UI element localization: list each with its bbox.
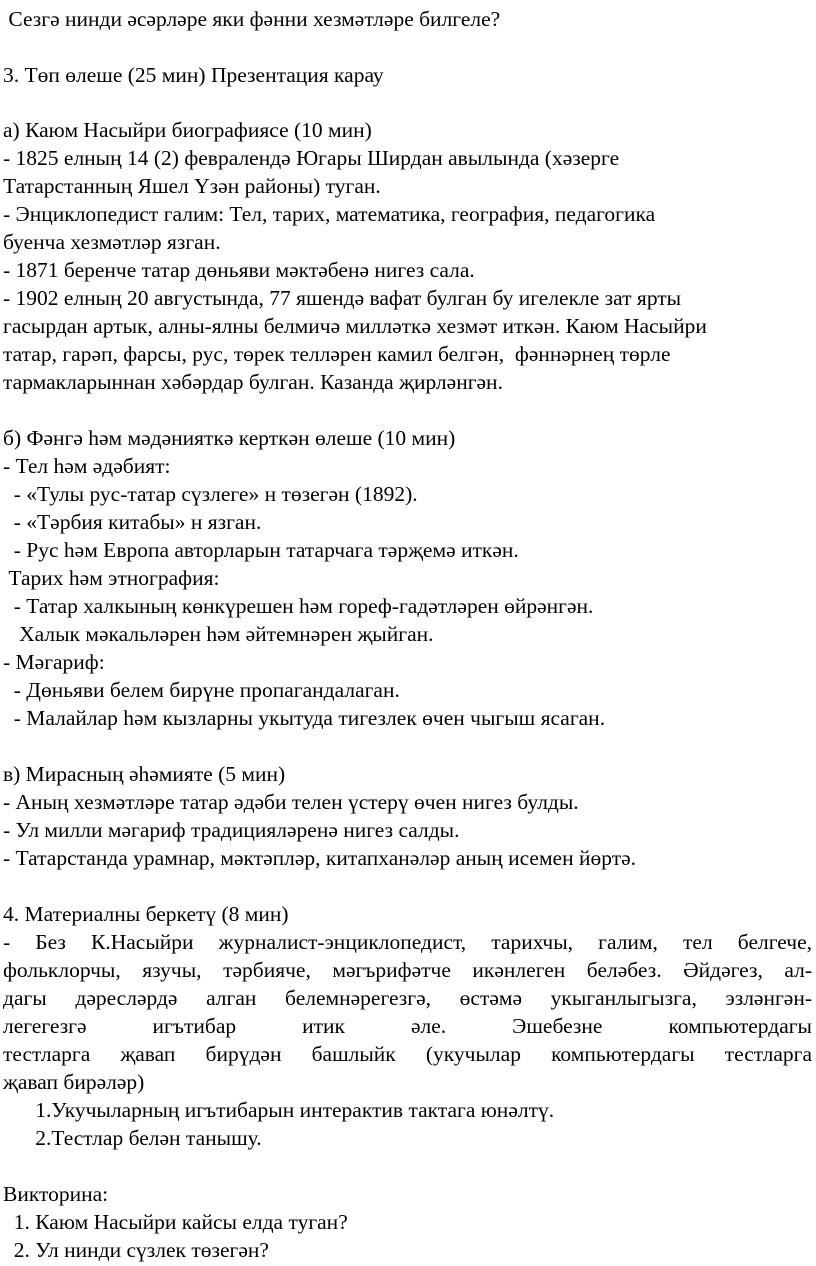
part-b-line: - Малайлар һәм кызларны укытуда тигезлек өчен чыгыш ясаган. <box>3 706 606 730</box>
part-b-heading: б) Фәнгә һәм мәдәнияткә керткән өлеше (10 мин) <box>3 426 456 450</box>
part-c-line: - Ул милли мәгариф традицияләренә нигез салды. <box>3 818 460 842</box>
section-4-paragraph-line: дагы дәресләрдә алган белемнәрегезгә, өстәмә укыганлыгызга, эзләнгән- <box>3 986 812 1010</box>
section-4-step: 2.Тестлар белән танышу. <box>3 1126 262 1150</box>
section-3-heading: 3. Төп өлеше (25 мин) Презентация карау <box>3 63 384 87</box>
part-a-line: - 1825 елның 14 (2) февралендә Югары Ширдан авылында (хәзерге <box>3 146 620 170</box>
part-b-line: - «Тәрбия китабы» н язган. <box>3 510 262 534</box>
section-4-paragraph-line: легегезгә игътибар итик әле. Эшебезне компьютердагы <box>3 1014 812 1038</box>
quiz-question: 1. Каюм Насыйри кайсы елда туган? <box>3 1210 348 1234</box>
quiz-heading: Викторина: <box>3 1182 109 1206</box>
part-a-line: буенча хезмәтләр язган. <box>3 230 221 254</box>
quiz-question: 2. Ул нинди сүзлек төзегән? <box>3 1238 269 1262</box>
section-4-heading: 4. Материалны беркетү (8 мин) <box>3 902 289 926</box>
part-c-line: - Аның хезмәтләре татар әдәби телен үстерү өчен нигез булды. <box>3 790 579 814</box>
part-c-heading: в) Мирасның әһәмияте (5 мин) <box>3 762 286 786</box>
part-a-line: гасырдан артык, алны-ялны белмичә милләткә хезмәт иткән. Каюм Насыйри <box>3 314 707 338</box>
section-4-paragraph-line: тестларга җавап бирүдән башлыйк (укучылар компьютердагы тестларга <box>3 1042 812 1066</box>
part-b-line: - «Тулы рус-татар сүзлеге» н төзегән (1892). <box>3 482 418 506</box>
part-a-line: - Энциклопедист галим: Тел, тарих, математика, география, педагогика <box>3 202 656 226</box>
part-a-line: - 1902 елның 20 августында, 77 яшендә вафат булган бу игелекле зат ярты <box>3 286 682 310</box>
part-a-heading: а) Каюм Насыйри биографиясе (10 мин) <box>3 118 372 142</box>
part-b-line: Тарих һәм этнография: <box>3 566 220 590</box>
section-4-step: 1.Укучыларның игътибарын интерактив тактага юнәлтү. <box>3 1098 555 1122</box>
part-b-line: - Дөньяви белем бирүне пропагандалаган. <box>3 678 400 702</box>
part-b-line: Халык мәкальләрен һәм әйтемнәрен җыйган. <box>3 622 434 646</box>
part-b-line: - Татар халкының көнкүрешен һәм гореф-гадәтләрен өйрәнгән. <box>3 594 594 618</box>
part-a-line: татар, гарәп, фарсы, рус, төрек телләрен камил белгән, фәннәрнең төрле <box>3 342 671 366</box>
part-b-line: - Мәгариф: <box>3 650 105 674</box>
part-c-line: - Татарстанда урамнар, мәктәпләр, китапханәләр аның исемен йөртә. <box>3 846 637 870</box>
part-b-line: - Тел һәм әдәбият: <box>3 454 171 478</box>
part-a-line: Татарстанның Яшел Үзән районы) туган. <box>3 174 381 198</box>
part-a-line: - 1871 беренче татар дөньяви мәктәбенә нигез сала. <box>3 258 475 282</box>
section-4-paragraph-line: фольклорчы, язучы, тәрбияче, мәгърифәтче икәнлеген беләбез. Әйдәгез, ал- <box>3 958 812 982</box>
part-a-line: тармакларыннан хәбәрдар булган. Казанда җирләнгән. <box>3 370 503 394</box>
part-b-line: - Рус һәм Европа авторларын татарчага тәрҗемә иткән. <box>3 538 519 562</box>
section-4-paragraph-line: - Без К.Насыйри журналист-энциклопедист, тарихчы, галим, тел белгече, <box>3 930 812 954</box>
section-4-paragraph-end: җавап бирәләр) <box>3 1070 145 1094</box>
intro-question: Сезгә нинди әсәрләре яки фәнни хезмәтләре билгеле? <box>3 7 501 31</box>
